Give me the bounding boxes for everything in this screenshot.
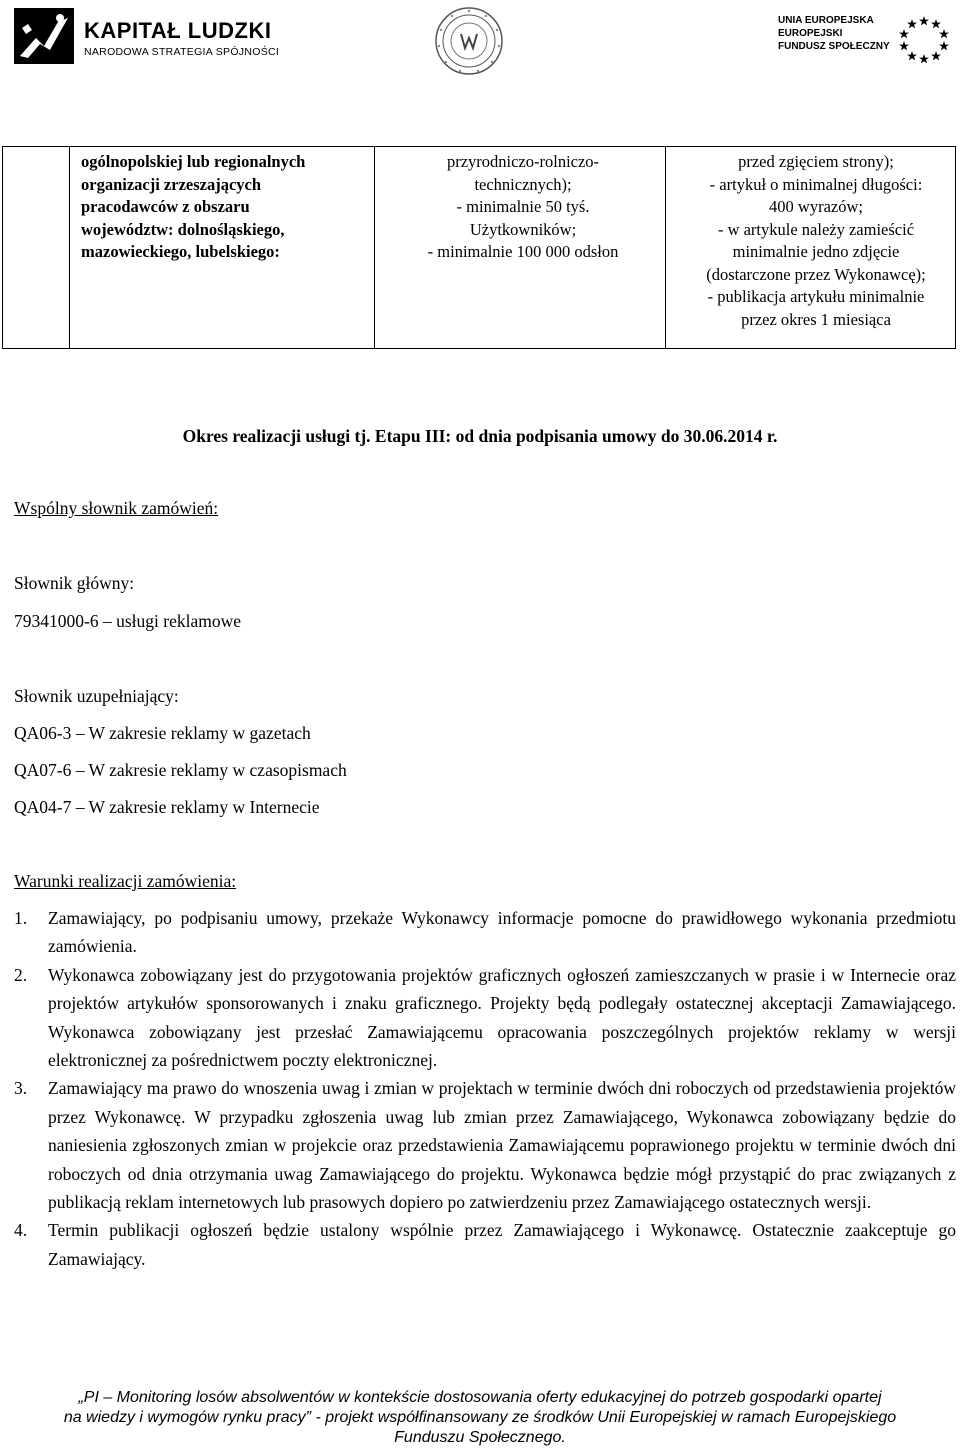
table-divider (69, 147, 70, 348)
list-item (14, 961, 956, 1075)
eu-logo (778, 12, 958, 66)
eu-stars-icon (896, 12, 952, 66)
university-seal-icon (434, 6, 504, 76)
kapital-subtitle: NARODOWA STRATEGIA SPÓJNOŚCI (84, 46, 280, 58)
item-number: 1. (14, 908, 28, 928)
cell-line: 400 wyrazów; (769, 197, 863, 216)
cell-line: przez okres 1 miesiąca (741, 309, 891, 329)
cell-line: - artykuł o minimalnej długości: (709, 174, 923, 194)
page-footer (0, 1388, 960, 1448)
cell-line: przed zgięciem strony); (738, 152, 894, 171)
table-cell-minimums (383, 151, 663, 264)
table-cell-organizations (81, 151, 371, 264)
footer-line: na wiedzy i wymogów rynku pracy” - projekt współfinansowany ze środków Unii Europejskiej w ramach Europejskiego (63, 1409, 897, 1426)
cpv-main-label: Słownik główny: (14, 573, 135, 593)
conditions-list (14, 904, 956, 1273)
realization-period: Okres realizacji usługi tj. Etapu III: od dnia podpisania umowy do 30.06.2014 r. (182, 426, 778, 446)
cell-line: ogólnopolskiej lub regionalnych (81, 152, 306, 171)
cell-line: przyrodniczo-rolniczo- (446, 152, 600, 171)
eu-line: EUROPEJSKI (778, 28, 843, 39)
cell-line: mazowieckiego, lubelskiego: (81, 242, 280, 261)
item-number: 4. (14, 1220, 28, 1241)
eu-line: FUNDUSZ SPOŁECZNY (778, 41, 890, 52)
cell-line: technicznych); (474, 174, 572, 194)
cell-line: województw: dolnośląskiego, (81, 219, 285, 239)
cell-line: pracodawców z obszaru (81, 197, 250, 216)
table-divider (665, 147, 666, 348)
item-text: Termin publikacji ogłoszeń będzie ustalony wspólnie przez Zamawiającego i Wykonawcę. Ostatecznie zaakceptuje go Zamawiający. (48, 1220, 956, 1269)
kapital-ludzki-logo (14, 8, 280, 66)
eu-logo-text (778, 14, 890, 53)
table-cell-article-requirements (675, 151, 957, 331)
kapital-title: KAPITAŁ LUDZKI (84, 18, 272, 43)
cpv-supp-label: Słownik uzupełniający: (14, 686, 179, 706)
item-text: Zamawiający ma prawo do wnoszenia uwag i zmian w projektach w terminie dwóch dni roboczych od przedstawienia projektów przez Wykonawcę. W przypadku zgłoszenia uwag lub zmian przez Zamawiającego, Wykonawca zobowiązany będzie do naniesienia zgłoszonych zmian w projekcie oraz przedstawienia Zamawiającemu poprawionego projektu w terminie dwóch dni roboczych od dnia otrzymania uwag Zamawiającego do projektu. Wykonawca będzie mógł przystąpić do prac związanych z publikacją reklam internetowych lub prasowych dopiero po zatwierdzeniu przez Zamawiającego ostatecznych wersji. (48, 1078, 956, 1213)
cpv-supp-code: QA06-3 – W zakresie reklamy w gazetach (14, 723, 311, 743)
cell-line: - w artykule należy zamieścić (717, 219, 915, 239)
item-text: Wykonawca zobowiązany jest do przygotowania projektów graficznych ogłoszeń zamieszczanych w prasie i w Internecie oraz projektów artykułów sponsorowanych i znaku graficznego. Projekty będą podlegały ostatecznej akceptacji Zamawiającego. Wykonawca zobowiązany jest przesłać Zamawiającemu opracowania poszczególnych projektów reklamy w wersji elektronicznej za pośrednictwem poczty elektronicznej. (48, 964, 956, 1071)
cpv-heading: Wspólny słownik zamówień: (14, 498, 219, 518)
cell-line: (dostarczone przez Wykonawcę); (706, 264, 926, 284)
eu-line: UNIA EUROPEJSKA (778, 15, 874, 26)
cell-line: - minimalnie 100 000 odsłon (427, 242, 619, 261)
cell-line: - publikacja artykułu minimalnie (707, 287, 925, 306)
table-divider (374, 147, 375, 348)
list-item (14, 1216, 956, 1273)
media-requirements-table (2, 146, 956, 349)
list-item (14, 1074, 956, 1216)
cell-line: Użytkowników; (469, 219, 577, 239)
footer-line: Funduszu Społecznego. (394, 1429, 566, 1446)
kapital-ludzki-emblem-icon (14, 8, 74, 64)
cell-line: - minimalnie 50 tyś. (456, 197, 590, 216)
cell-line: minimalnie jedno zdjęcie (732, 242, 900, 261)
list-item (14, 904, 956, 961)
cell-line: organizacji zrzeszających (81, 174, 262, 194)
cpv-supp-code: QA07-6 – W zakresie reklamy w czasopismach (14, 760, 347, 780)
cpv-main-code: 79341000-6 – usługi reklamowe (14, 611, 241, 631)
item-number: 3. (14, 1078, 28, 1099)
footer-line: „PI – Monitoring losów absolwentów w kontekście dostosowania oferty edukacyjnej do potrzeb gospodarki opartej (78, 1389, 882, 1406)
item-text: Zamawiający, po podpisaniu umowy, przekaże Wykonawcy informacje pomocne do prawidłowego wykonania przedmiotu zamówienia. (48, 908, 956, 957)
item-number: 2. (14, 964, 28, 985)
conditions-heading: Warunki realizacji zamówienia: (14, 871, 237, 891)
cpv-supp-code: QA04-7 – W zakresie reklamy w Internecie (14, 797, 320, 817)
